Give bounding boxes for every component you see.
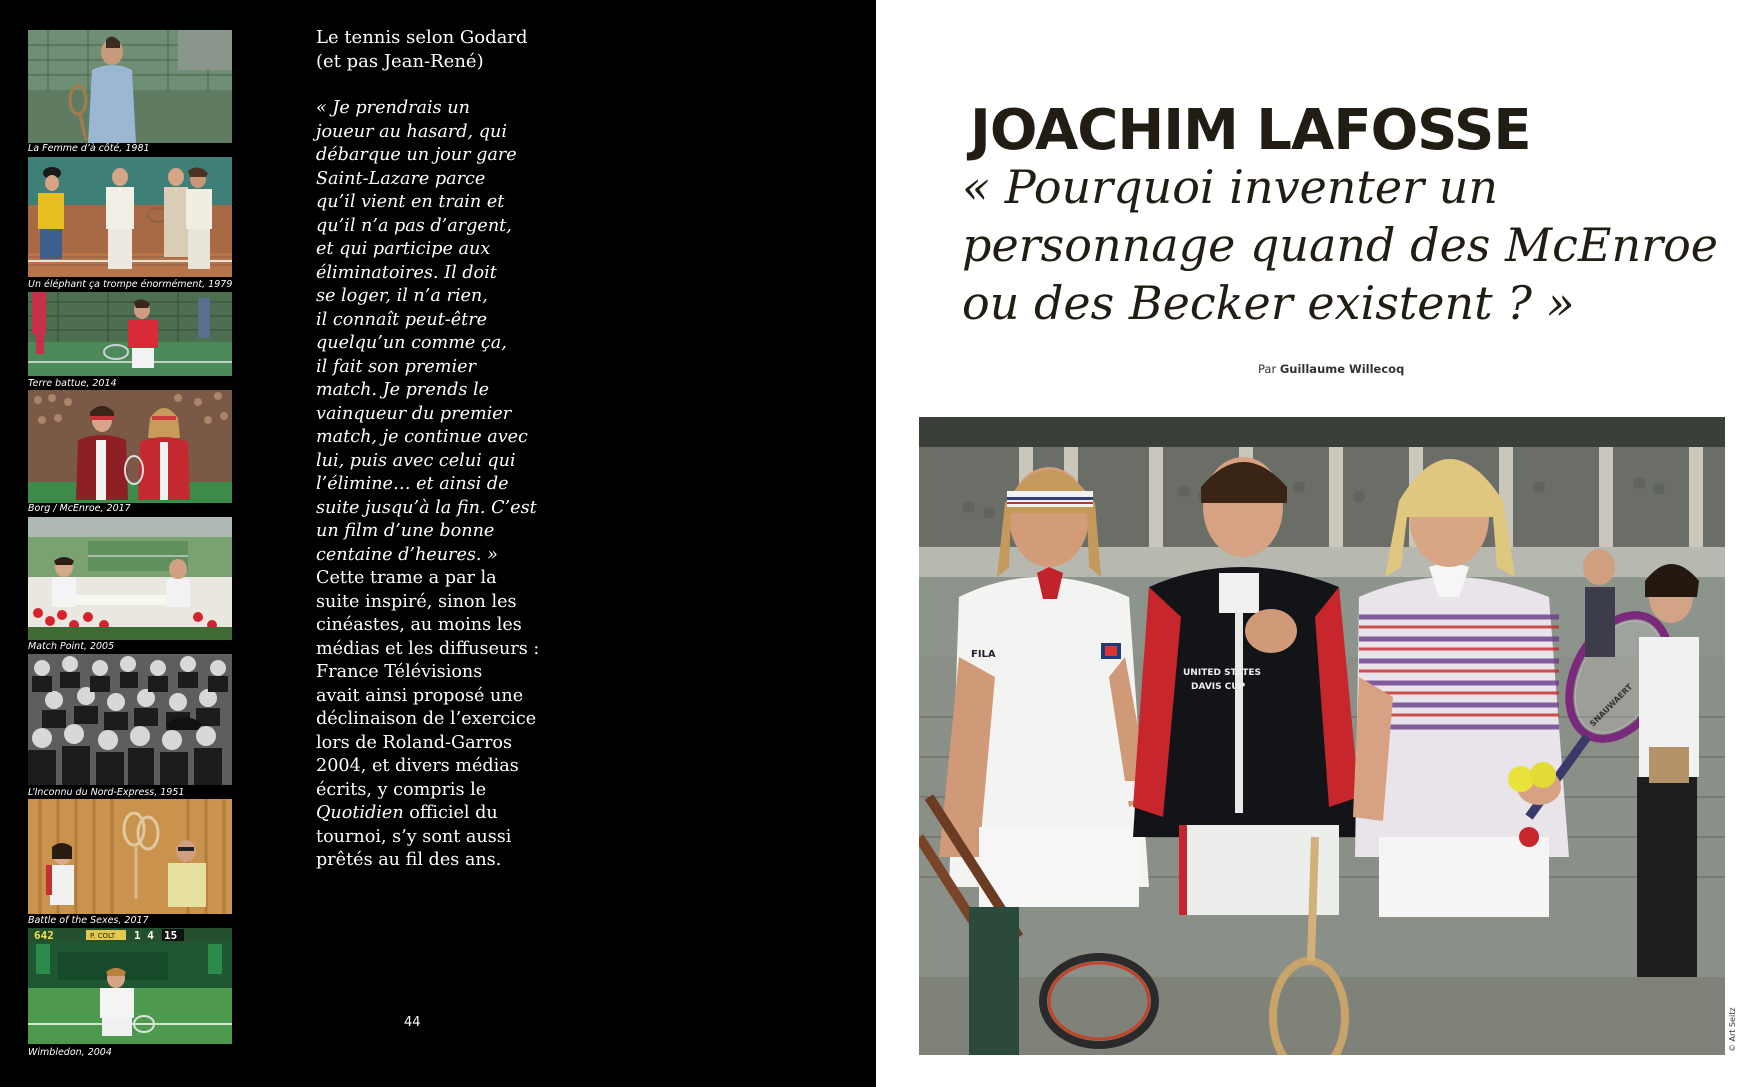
quote-line: vainqueur du premier <box>316 403 512 424</box>
quote-line: « Je prendrais un <box>316 98 470 118</box>
film-still-battle-of-the-sexes <box>28 799 232 914</box>
scoreboard-name: P. COLT <box>90 932 116 940</box>
scoreboard-digits: 642 <box>34 929 54 942</box>
left-page <box>0 0 876 1087</box>
film-caption: Terre battue, 2014 <box>28 378 117 389</box>
body-line: suite inspiré, sinon les <box>316 591 517 612</box>
body-line: cinéastes, au moins les <box>316 615 522 635</box>
quote-line: qu’il n’a pas d’argent, <box>316 215 512 236</box>
sidebar-paragraph <box>316 567 566 873</box>
film-still-match-point <box>28 517 232 640</box>
quote-line: quelqu’un comme ça, <box>316 333 507 353</box>
quote-line: match, je continue avec <box>316 427 528 447</box>
quote-line: un film d’une bonne <box>316 521 495 541</box>
fila-logo-text: FILA <box>971 649 996 660</box>
film-still-un-elephant-ca-trompe <box>28 157 232 277</box>
body-line: prêtés au fil des ans. <box>316 850 502 870</box>
body-line: France Télévisions <box>316 662 483 682</box>
body-line: avait ainsi proposé une <box>316 685 524 706</box>
quote-line: il connaît peut-être <box>316 309 488 330</box>
body-line: tournoi, s’y sont aussi <box>316 826 512 847</box>
body-line-tail: officiel du <box>403 803 498 823</box>
quote-line: joueur au hasard, qui <box>316 121 507 142</box>
quote-line: qu’il vient en train et <box>316 192 505 212</box>
film-still-la-femme-d-a-cote <box>28 30 232 143</box>
film-caption: Borg / McEnroe, 2017 <box>28 503 131 514</box>
quote-line: Saint-Lazare parce <box>316 168 486 189</box>
film-caption: La Femme d’à côté, 1981 <box>28 143 150 154</box>
film-caption: Wimbledon, 2004 <box>28 1047 112 1058</box>
racket-brand-text: SNAUWAERT <box>1588 682 1635 729</box>
sidebar-title-line: (et pas Jean-René) <box>316 51 484 72</box>
body-line: déclinaison de l’exercice <box>316 709 537 729</box>
shirt-text: UNITED STATES <box>1183 668 1262 678</box>
sidebar-body <box>316 97 566 873</box>
body-line: médias et les diffuseurs : <box>316 638 540 659</box>
headline-line: ou des Becker existent ? » <box>962 276 1575 330</box>
quote-line: centaine d’heures. » <box>316 544 498 565</box>
sidebar-title <box>316 26 566 74</box>
quote-line: suite jusqu’à la fin. C’est <box>316 497 537 518</box>
body-line: lors de Roland-Garros <box>316 732 512 753</box>
quote-line: éliminatoires. Il doit <box>316 262 497 283</box>
byline-prefix: Par <box>1258 362 1280 376</box>
film-caption: Battle of the Sexes, 2017 <box>28 915 149 926</box>
byline-author: Guillaume Willecoq <box>1279 362 1405 376</box>
quote-line: il fait son premier <box>316 356 476 377</box>
quote-line: se loger, il n’a rien, <box>316 286 488 306</box>
page-number: 44 <box>404 1015 421 1030</box>
byline <box>1258 362 1404 376</box>
shirt-text: DAVIS CUP <box>1191 682 1246 692</box>
quote-line: l’élimine… et ainsi de <box>316 474 509 494</box>
article-headline <box>962 158 1722 332</box>
film-caption: Match Point, 2005 <box>28 641 115 652</box>
body-line: écrits, y compris le <box>316 779 487 800</box>
photo-credit: © Art Seitz <box>1728 1007 1737 1052</box>
film-caption: Un éléphant ça trompe énormément, 1979 <box>28 279 233 290</box>
body-line: 2004, et divers médias <box>316 756 519 776</box>
film-caption: L’Inconnu du Nord-Express, 1951 <box>28 787 185 798</box>
headline-line: personnage quand des McEnroe <box>962 218 1718 272</box>
main-photo <box>919 417 1725 1055</box>
scoreboard-nums: 1 4 <box>134 929 154 942</box>
body-line <box>316 802 566 826</box>
film-still-borg-mcenroe <box>28 390 232 503</box>
film-still-terre-battue <box>28 292 232 376</box>
quote-line: et qui participe aux <box>316 239 491 259</box>
quote-line: match. Je prends le <box>316 380 490 400</box>
quote-line: débarque un jour gare <box>316 145 517 165</box>
quote-line: lui, puis avec celui qui <box>316 450 516 471</box>
godard-quote <box>316 97 566 567</box>
film-still-l-inconnu-du-nord-express <box>28 654 232 785</box>
article-name: JOACHIM LAFOSSE <box>970 98 1531 163</box>
sidebar-title-line: Le tennis selon Godard <box>316 27 528 48</box>
body-line: Cette trame a par la <box>316 568 497 588</box>
scoreboard-right: 15 <box>164 929 178 942</box>
film-still-wimbledon <box>28 928 232 1044</box>
headline-line: « Pourquoi inventer un <box>962 160 1499 214</box>
quotidien-title: Quotidien <box>316 803 404 823</box>
